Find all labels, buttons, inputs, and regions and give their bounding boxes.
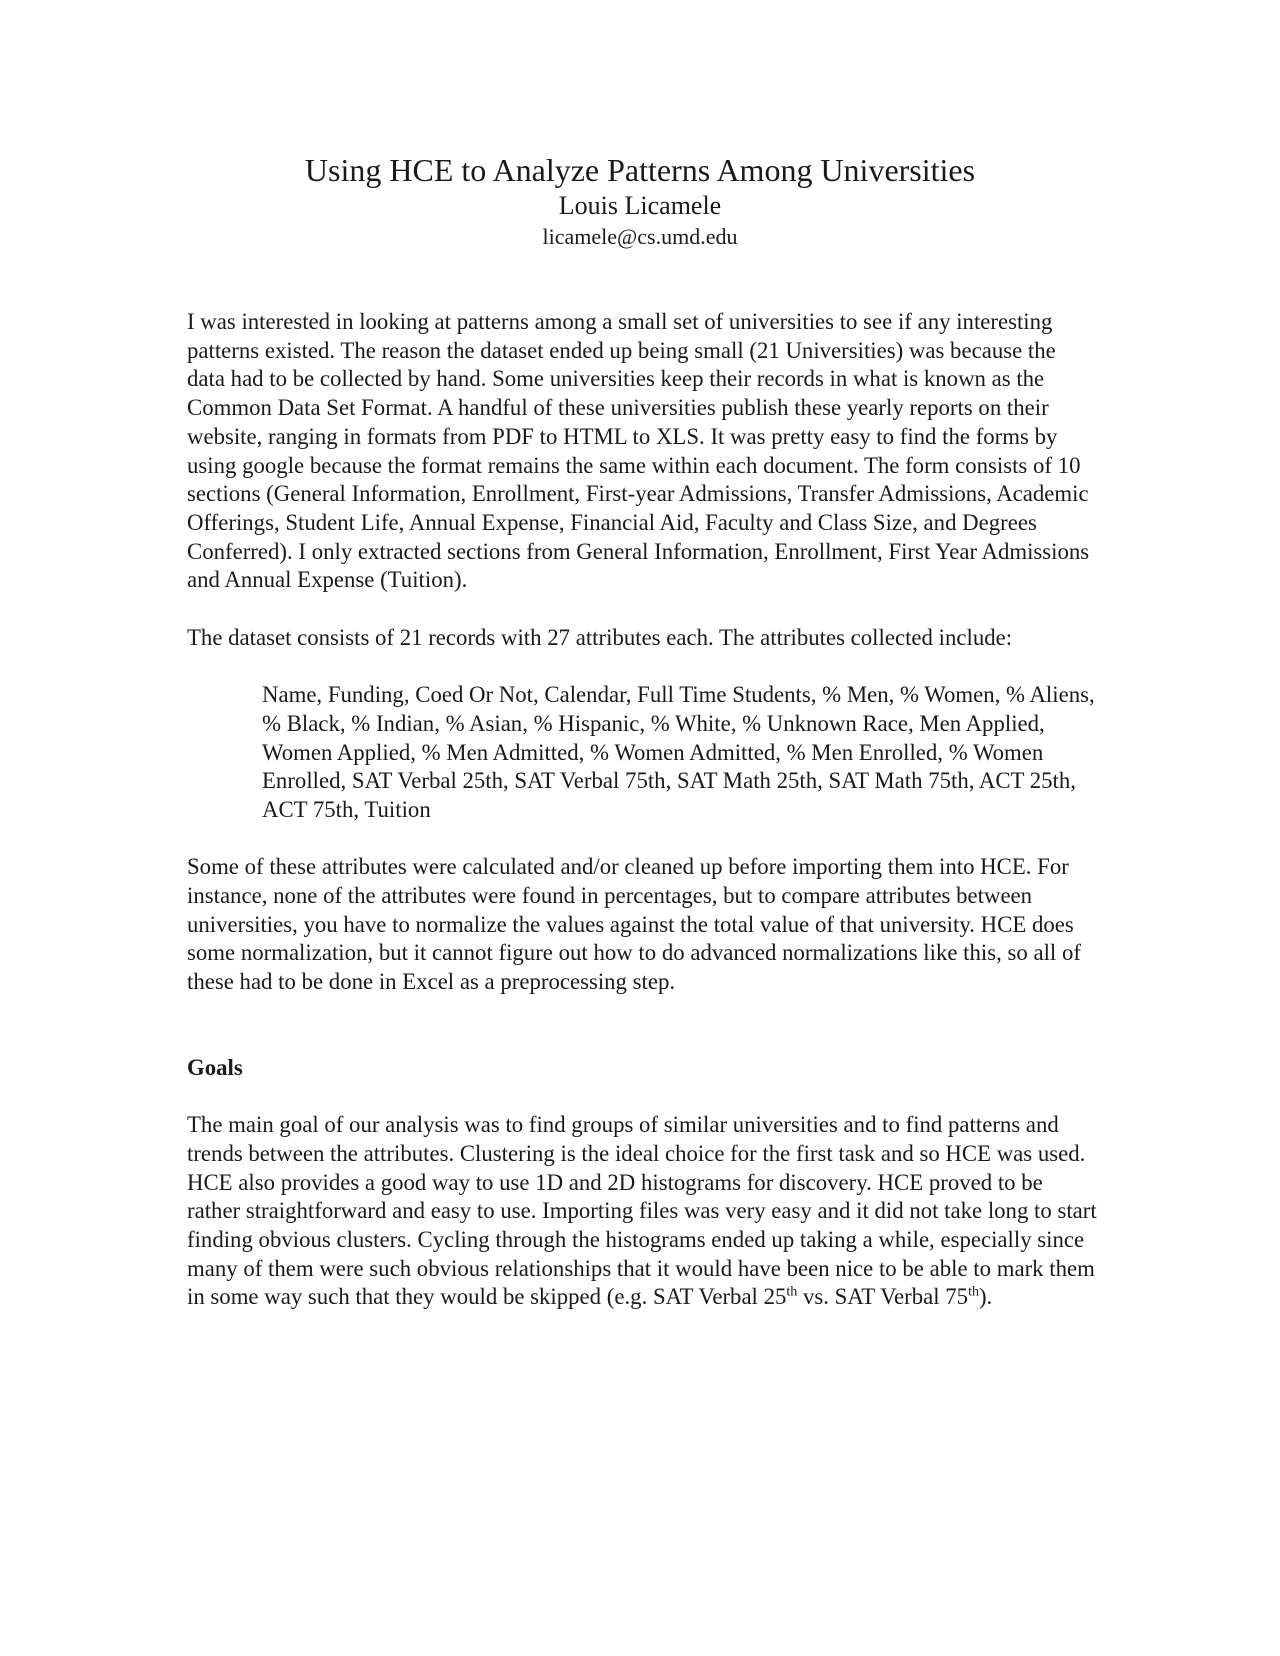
superscript-th-1: th bbox=[786, 1284, 798, 1300]
dataset-paragraph: The dataset consists of 21 records with 27 attributes each. The attributes collected include: bbox=[187, 624, 1013, 650]
author-name: Louis Licamele bbox=[558, 191, 722, 220]
preprocessing-paragraph: Some of these attributes were calculated and/or cleaned up before importing them into HCE. For instance, none of the attributes were found in percentages, but to compare attributes between universities, you have to normalize the values against the total value of that university. HCE does some normalization, but it cannot figure out how to do advanced normalizations like this, so all of these had to be done in Excel as a preprocessing step. bbox=[187, 854, 1081, 995]
goals-text: The main goal of our analysis was to find groups of similar universities and to find patterns and trends between the attributes. Clustering is the ideal choice for the first task and so HCE was used. HCE also provides a good way to use 1D and 2D histograms for discovery. HCE proved to be rather straightforward and easy to use. Importing files was very easy and it did not take long to start finding obvious clusters. Cycling through the histograms ended up taking a while, especially since many of them were such obvious relationships that it would have been nice to be able to mark them in some way such that they would be skipped (e.g. SAT Verbal 25 bbox=[187, 1112, 1097, 1310]
document-title: Using HCE to Analyze Patterns Among Universities bbox=[304, 152, 976, 188]
document-header bbox=[0, 150, 1280, 252]
attributes-list: Name, Funding, Coed Or Not, Calendar, Full Time Students, % Men, % Women, % Aliens, % Black, % Indian, % Asian, % Hispanic, % White, % Unknown Race, Men Applied, Women Applied, % Men Admitted, % Women Admitted, % Men Enrolled, % Women Enrolled, SAT Verbal 25th, SAT Verbal 75th, SAT Math 25th, SAT Math 75th, ACT 25th, ACT 75th, Tuition bbox=[262, 682, 1095, 822]
goals-text-end: ). bbox=[978, 1284, 993, 1310]
intro-paragraph: I was interested in looking at patterns among a small set of universities to see if any interesting patterns existed. The reason the dataset ended up being small (21 Universities) was because the data had to be collected by hand. Some universities keep their records in what is known as the Common Data Set Format. A handful of these universities publish these yearly reports on their website, ranging in formats from PDF to HTML to XLS. It was pretty easy to find the forms by using google because the format remains the same within each document. The form consists of 10 sections (General Information, Enrollment, First-year Admissions, Transfer Admissions, Academic Offerings, Student Life, Annual Expense, Financial Aid, Faculty and Class Size, and Degrees Conferred). I only extracted sections from General Information, Enrollment, First Year Admissions and Annual Expense (Tuition). bbox=[187, 309, 1090, 593]
superscript-th-2: th bbox=[968, 1284, 979, 1300]
goals-text-mid: vs. SAT Verbal 75 bbox=[797, 1284, 969, 1310]
goals-paragraph bbox=[187, 1111, 1097, 1312]
author-email: licamele@cs.umd.edu bbox=[542, 224, 738, 249]
document-body bbox=[187, 308, 1097, 1312]
goals-heading: Goals bbox=[187, 1054, 243, 1080]
